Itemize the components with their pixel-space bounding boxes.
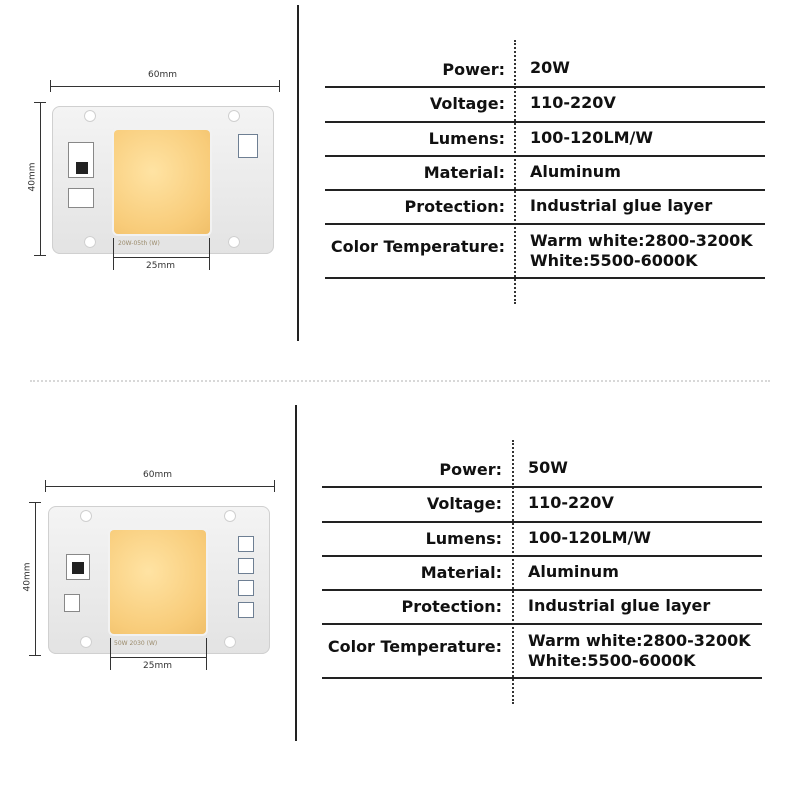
spec-label: Color Temperature: [327,637,502,656]
board-marking: 20W-05th (W) [118,240,160,247]
spec-value-secondary: White:5500-6000K [530,251,698,270]
led-chip [114,130,210,234]
mount-hole [80,636,92,648]
spec-label: Material: [420,563,502,582]
spec-label: Protection: [401,597,502,616]
board-marking: 50W 2030 (W) [114,640,158,647]
spec-value: Warm white:2800-3200K [528,631,751,650]
product-panel-50w [0,400,800,760]
height-dimension-label: 40mm [22,562,33,592]
width-dimension-line [45,486,275,487]
spec-value: Aluminum [530,162,621,181]
mount-hole [80,510,92,522]
spec-label: Color Temperature: [330,237,505,256]
spec-value: 20W [530,58,570,77]
spec-label: Lumens: [425,529,502,548]
spec-label: Lumens: [428,129,505,148]
width-dimension-line [50,86,280,87]
cob-board-image [48,506,270,654]
spec-label: Protection: [404,197,505,216]
height-dimension-line [35,502,36,656]
spec-value: Warm white:2800-3200K [530,231,753,250]
spec-table-bottom [325,243,765,279]
spec-value: Industrial glue layer [528,596,711,615]
mount-hole [228,236,240,248]
spec-value: 110-220V [528,493,614,512]
mount-hole [84,110,96,122]
width-dimension-label: 60mm [148,70,177,80]
mount-hole [224,510,236,522]
spec-label: Power: [439,460,502,479]
led-width-dimension-label: 25mm [146,261,175,271]
spec-value: 100-120LM/W [528,528,652,547]
spec-label: Power: [442,60,505,79]
cob-board-image [52,106,274,254]
height-dimension-line [40,102,41,256]
width-dimension-label: 60mm [143,470,172,480]
spec-label: Voltage: [426,494,502,513]
spec-value: Industrial glue layer [530,196,713,215]
section-divider [297,5,299,341]
spec-value: 100-120LM/W [530,128,654,147]
spec-label: Material: [423,163,505,182]
panel-separator [30,380,770,382]
spec-table-bottom [322,643,762,679]
led-width-dimension-label: 25mm [143,661,172,671]
mount-hole [228,110,240,122]
led-width-dimension-line [113,257,209,258]
spec-value: 50W [528,458,568,477]
height-dimension-label: 40mm [27,162,38,192]
mount-hole [84,236,96,248]
mount-hole [224,636,236,648]
spec-value-secondary: White:5500-6000K [528,651,696,670]
spec-value: 110-220V [530,93,616,112]
section-divider [295,405,297,741]
spec-value: Aluminum [528,562,619,581]
spec-label: Voltage: [429,94,505,113]
product-panel-20w [0,0,800,360]
led-width-dimension-line [110,657,206,658]
led-chip [110,530,206,634]
